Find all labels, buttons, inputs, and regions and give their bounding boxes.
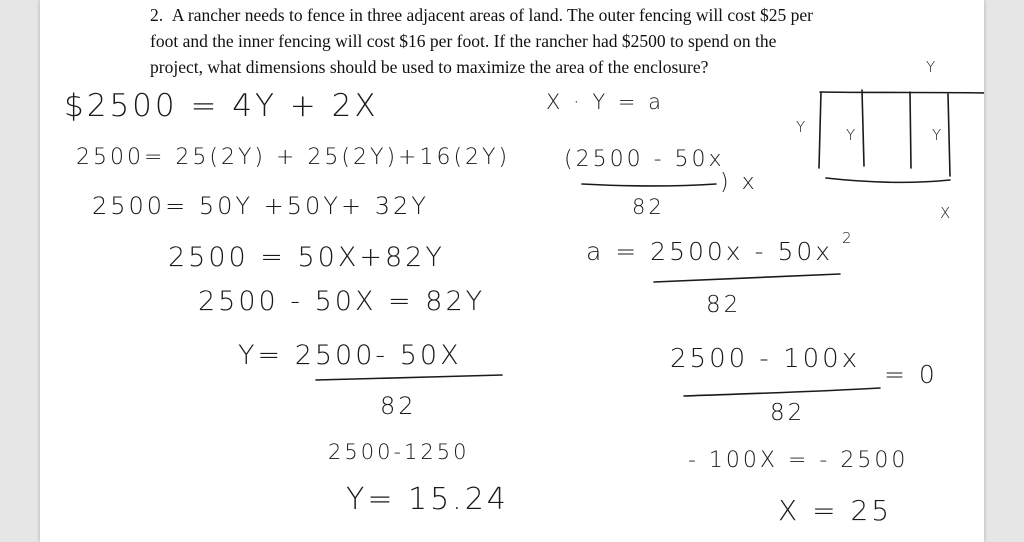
y-result: Y= 15.24 [346,482,509,517]
problem-line-3: project, what dimensions should be used to maximize the area of the enclosure? [150,57,709,77]
diagram-label-inner-y2: Y [932,126,945,144]
diagram-label-inner-y1: Y [846,126,859,144]
solve-for-y: 2500 - 50X = 82Y [198,286,486,317]
substitution-fraction-bar [582,184,716,186]
cost-expansion: 2500= 25(2Y) + 25(2Y)+16(2Y) [76,145,511,170]
substitution-denominator: 82 [632,195,665,219]
area-definition: X · Y = a [546,90,665,114]
diagram-divider-1 [862,90,864,166]
problem-number: 2. [150,5,164,25]
area-fraction-bar [654,274,840,282]
right-margin [984,0,1024,542]
cost-combined: 2500= 50Y +50Y+ 32Y [92,192,429,220]
y-substitution: 2500-1250 [328,440,470,464]
x-result: X = 25 [778,494,893,527]
derivative-fraction-bar [684,388,880,396]
y-denominator: 82 [380,392,417,420]
diagram-top-edge [820,92,984,93]
diagram-left-edge [819,92,821,168]
budget-equation: $2500 = 4Y + 2X [64,88,379,124]
area-exponent: 2 [842,229,855,247]
left-margin [0,0,40,542]
derivative-equals-zero: = 0 [884,360,938,389]
problem-text-1: A rancher needs to fence in three adjacent areas of land. The outer fencing will cost $25 per [171,5,813,25]
problem-line-2: foot and the inner fencing will cost $16 per foot. If the rancher had $2500 to spend on the [150,31,777,51]
substitution-numerator: (2500 - 50x [564,147,725,172]
substitution-tail: ) x [720,170,758,195]
derivative-denominator: 82 [770,400,806,426]
document-page [40,0,984,542]
y-fraction-bar [316,375,502,380]
diagram-right-edge [948,94,950,176]
diagram-divider-2 [910,92,911,168]
diagram-label-top-y: Y [926,58,939,76]
area-denominator: 82 [706,292,742,318]
derivative-numerator: 2500 - 100x [670,344,861,374]
diagram-label-bottom-x: X [940,204,954,222]
ink-strokes [40,0,984,542]
diagram-bottom-edge [826,178,950,182]
area-expression: a = 2500x - 50x [586,237,834,266]
diagram-label-left-y: Y [796,118,809,136]
cost-simplified: 2500 = 50X+82Y [168,242,445,273]
solve-for-x: - 100X = - 2500 [688,448,909,473]
y-numerator: Y= 2500- 50X [238,340,462,371]
